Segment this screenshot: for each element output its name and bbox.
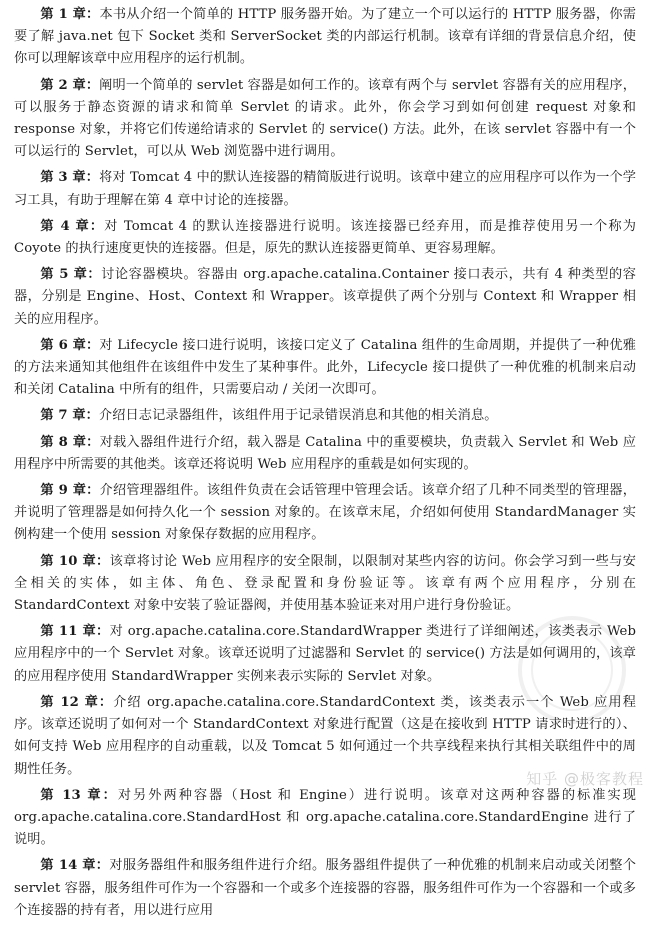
- chapter-14-title: 第 14 章：: [40, 858, 110, 874]
- chapter-8-text: 对载入器组件进行介绍，载入器是 Catalina 中的重要模块，负责载入 Servlet 和 Web 应用程序中所需要的其他类。该章还将说明 Web 应用程序的重载是如何实现的。: [14, 434, 636, 472]
- chapter-1-title: 第 1 章：: [40, 7, 100, 22]
- chapter-2-text: 阐明一个简单的 servlet 容器是如何工作的。该章有两个与 servlet 容器有关的应用程序，可以服务于静态资源的请求和简单 Servlet 的请求。此外，你会学习到如何创建 request 对象和 response 对象，并将它们传递给请求的 Servlet 的 service() 方法。此外，在该 servlet 容器中有一个可以运行的 Servlet，可以从 Web 浏览器中进行调用。: [14, 77, 636, 160]
- chapter-11-paragraph: [14, 621, 636, 688]
- chapter-7-text: 介绍日志记录器组件，该组件用于记录错误消息和其他的相关消息。: [98, 408, 498, 424]
- chapter-1-paragraph: [14, 4, 636, 71]
- chapter-13-text: 对另外两种容器（Host 和 Engine）进行说明。该章对这两种容器的标准实现 org.apache.catalina.core.StandardHost 和 org.apache.catalina.core.StandardEngine 进行了说明。: [14, 787, 636, 848]
- chapter-10-paragraph: [14, 551, 636, 618]
- chapter-13-paragraph: [14, 785, 636, 852]
- chapter-5-paragraph: [14, 264, 636, 331]
- chapter-10-text: 该章将讨论 Web 应用程序的安全限制，以限制对某些内容的访问。你会学习到一些与安全相关的实体，如主体、角色、登录配置和身份验证等。该章有两个应用程序，分别在 StandardContext 对象中安装了验证器阀，并使用基本验证来对用户进行身份验证。: [14, 553, 636, 614]
- chapter-12-text: 介绍 org.apache.catalina.core.StandardContext 类，该类表示一个 Web 应用程序。该章还说明了如何对一个 StandardContext 对象进行配置（这是在接收到 HTTP 请求时进行的）、如何支持 Web 应用程序的自动重载，以及 Tomcat 5 如何通过一个共享线程来执行其相关联组件中的周期性任务。: [14, 694, 637, 777]
- chapter-3-paragraph: [14, 167, 636, 211]
- chapter-12-title: 第 12 章：: [40, 694, 114, 710]
- chapter-4-paragraph: [14, 216, 636, 260]
- chapter-2-title: 第 2 章：: [40, 77, 100, 93]
- chapter-10-title: 第 10 章：: [40, 553, 110, 569]
- chapter-2-paragraph: [14, 75, 636, 164]
- chapter-7-title: 第 7 章：: [40, 408, 99, 424]
- chapter-4-text: 对 Tomcat 4 的默认连接器进行说明。该连接器已经弃用，而是推荐使用另一个称为 Coyote 的执行速度更快的连接器。但是，原先的默认连接器更简单、更容易理解。: [14, 218, 636, 257]
- chapter-14-text: 对服务器组件和服务组件进行介绍。服务器组件提供了一种优雅的机制来启动或关闭整个 servlet 容器，服务组件可作为一个容器和一个或多个连接器的容器，服务组件可作为一个容器和一个或多个连接器的持有者，用以进行应用: [14, 858, 636, 918]
- chapter-4-title: 第 4 章：: [40, 218, 105, 234]
- chapter-9-title: 第 9 章：: [40, 483, 100, 499]
- chapter-11-text: 对 org.apache.catalina.core.StandardWrapper 类进行了详细阐述，该类表示 Web 应用程序中的一个 Servlet 对象。该章还说明了过滤器和 Servlet 的 service() 方法是如何调用的，该章的应用程序使用 StandardWrapper 实例来表示实际的 Servlet 对象。: [14, 624, 636, 684]
- chapter-1-text: 本书从介绍一个简单的 HTTP 服务器开始。为了建立一个可以运行的 HTTP 服务器，你需要了解 java.net 包下 Socket 类和 ServerSocket 类的内部运行机制。该章有详细的背景信息介绍，使你可以理解该章中应用程序的运行机制。: [14, 7, 637, 67]
- chapter-14-paragraph: [14, 855, 636, 922]
- chapter-6-text: 对 Lifecycle 接口进行说明，该接口定义了 Catalina 组件的生命周期，并提供了一种优雅的方法来通知其他组件在该组件中发生了某种事件。此外，Lifecycle 接口提供了一种优雅的机制来启动和关闭 Catalina 中所有的组件，只需要启动 / 关闭一次即可。: [14, 337, 636, 398]
- chapter-3-title: 第 3 章：: [40, 170, 100, 186]
- chapter-3-text: 将对 Tomcat 4 中的默认连接器的精简版进行说明。该章中建立的应用程序可以作为一个学习工具，有助于理解在第 4 章中讨论的连接器。: [14, 170, 636, 208]
- chapter-5-text: 讨论容器模块。容器由 org.apache.catalina.Container 接口表示，共有 4 种类型的容器，分别是 Engine、Host、Context 和 Wrapper。该章提供了两个分别与 Context 和 Wrapper 相关的应用程序。: [14, 267, 636, 327]
- chapter-5-title: 第 5 章：: [40, 267, 102, 283]
- chapter-6-title: 第 6 章：: [40, 337, 100, 353]
- chapter-11-title: 第 11 章：: [40, 624, 110, 640]
- chapter-8-title: 第 8 章：: [40, 434, 100, 450]
- chapter-8-paragraph: [14, 432, 636, 476]
- chapter-7-paragraph: [14, 405, 636, 427]
- chapter-13-title: 第 13 章：: [40, 787, 118, 803]
- chapter-6-paragraph: [14, 335, 636, 402]
- chapter-9-paragraph: [14, 480, 636, 547]
- chapter-9-text: 介绍管理器组件。该组件负责在会话管理中管理会话。该章介绍了几种不同类型的管理器，并说明了管理器是如何持久化一个 session 对象的。在该章末尾，介绍如何使用 StandardManager 实例构建一个使用 session 对象保存数据的应用程序。: [14, 483, 636, 543]
- watermark-text: 知乎 @极客教程: [526, 770, 644, 788]
